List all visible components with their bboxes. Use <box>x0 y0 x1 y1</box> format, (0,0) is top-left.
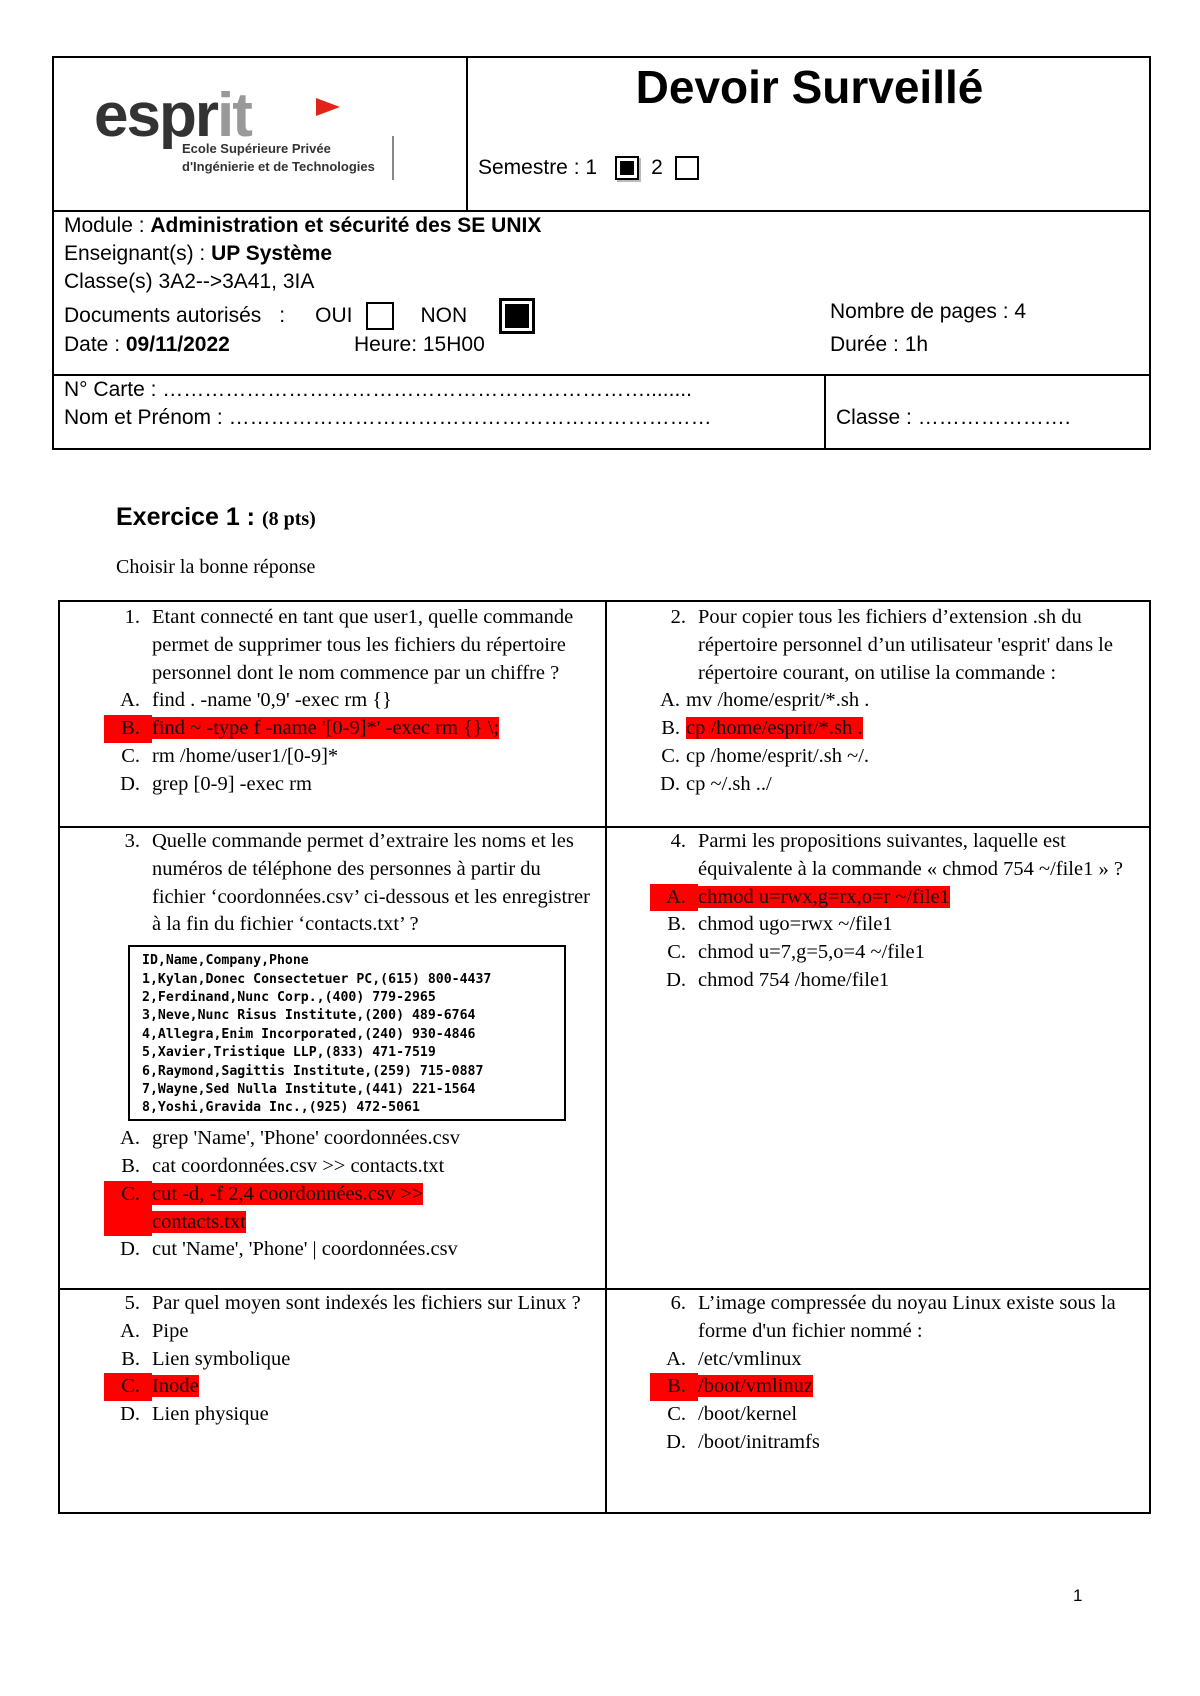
column-divider <box>605 602 607 1512</box>
classe-field[interactable]: Classe : …………………. <box>836 406 1071 429</box>
enseignant-line: Enseignant(s) : UP Système <box>64 242 333 265</box>
option-b[interactable]: B. Lien symbolique <box>121 1347 291 1370</box>
option-b-correct[interactable]: B. /boot/vmlinuz <box>650 1373 1144 1401</box>
option-c[interactable]: C. /boot/kernel <box>667 1403 798 1426</box>
exercise-points: (8 pts) <box>261 508 316 530</box>
option-b[interactable]: B. chmod ugo=rwx ~/file1 <box>667 913 893 936</box>
option-a-correct[interactable]: A. chmod u=rwx,g=rx,o=r ~/file1 <box>650 884 1144 912</box>
csv-sample-box: ID,Name,Company,Phone 1,Kylan,Donec Consectetuer PC,(615) 800-4437 2,Ferdinand,Nunc Corp.,(400) 779-2965 3,Neve,Nunc Risus Institute,(200) 489-6764 4,Allegra,Enim Incorporated,(240) 930-4846 5,Xavier,Tristique LLP,(833) 471-7519 6,Raymond,Sagittis Institute,(259) 715-0887 7,Wayne,Sed Nulla Institute,(441) 221-1564 8,Yoshi,Gravida Inc.,(925) 472-5061 <box>128 945 566 1121</box>
question-text: Quelle commande permet d’extraire les noms et les numéros de téléphone des personnes à partir du fichier ‘coordonnées.csv’ ci-dessous et les enregistrer à la fin du fichier ‘contacts.txt’ ? <box>152 830 590 936</box>
exam-title: Devoir Surveillé <box>635 61 984 113</box>
exercise-title: Exercice 1 : (8 pts) <box>116 503 316 531</box>
module-value: Administration et sécurité des SE UNIX <box>150 214 542 237</box>
option-a[interactable]: A. find . -name '0,9' -exec rm {} <box>120 689 392 712</box>
carte-field[interactable]: N° Carte : ……………………………………………………………........ <box>64 378 692 401</box>
option-b-correct[interactable]: B. cp /home/esprit/*.sh . <box>661 717 863 740</box>
questions-table <box>58 600 1151 1514</box>
question-text: Parmi les propositions suivantes, laquelle est équivalente à la commande « chmod 754 ~/file1 » ? <box>698 830 1123 880</box>
enseignant-value: UP Système <box>211 242 333 265</box>
question-3: 3. Quelle commande permet d’extraire les noms et les numéros de téléphone des personnes à partir du fichier ‘coordonnées.csv’ ci-dessous et les enregistrer à la fin du fichier ‘contacts.txt’ ? ID,Name,Company,Phone 1,Kylan,Donec Consectetuer PC,(615) 800-4437 2,Ferdinand,Nunc Corp.,(400) 779-2965 3,Neve,Nunc Risus Institute,(200) 489-6764 4,Allegra,Enim Incorporated,(240) 930-4846 5,Xavier,Tristique LLP,(833) 471-7519 6,Raymond,Sagittis Institute,(259) 715-0887 7,Wayne,Sed Nulla Institute,(441) 221-1564 8,Yoshi,Gravida Inc.,(925) 472-5061 A. grep 'Name', 'Phone' coordonnées.csv B. cat coordonnées.csv >> contacts.txt C. cut -d, -f 2,4 coordonnées.csv >> contacts.txt D. cut 'Name', 'Phone' | coordonnées.csv <box>104 828 594 1264</box>
oui-checkbox[interactable] <box>366 302 394 330</box>
question-1: 1. Etant connecté en tant que user1, quelle commande permet de supprimer tous les fichiers du répertoire personnel dont le nom commence par un chiffre ? A. find . -name '0,9' -exec rm {} B. find ~ -type f -name '[0-9]*' -exec rm {} \; C. rm /home/user1/[0-9]* D. grep [0-9] -exec rm <box>104 604 594 799</box>
pages-count: Nombre de pages : 4 <box>830 300 1027 323</box>
option-a[interactable]: A. grep 'Name', 'Phone' coordonnées.csv <box>120 1127 460 1150</box>
logo-divider <box>392 136 394 180</box>
header-top-row <box>54 58 1149 212</box>
option-b-correct[interactable]: B. find ~ -type f -name '[0-9]*' -exec rm {} \; <box>104 715 594 743</box>
classes-line: Classe(s) 3A2-->3A41, 3IA <box>64 270 315 293</box>
nom-field[interactable]: Nom et Prénom : …………………………………………………………… <box>64 406 712 429</box>
semestre-field <box>478 156 699 180</box>
option-c[interactable]: C. rm /home/user1/[0-9]* <box>121 744 339 767</box>
option-b[interactable]: B. cat coordonnées.csv >> contacts.txt <box>121 1154 445 1177</box>
option-c[interactable]: C. chmod u=7,g=5,o=4 ~/file1 <box>667 941 925 964</box>
option-d[interactable]: D. cut 'Name', 'Phone' | coordonnées.csv <box>120 1238 458 1261</box>
question-text: Pour copier tous les fichiers d’extension .sh du répertoire personnel d’un utilisateur 'esprit' dans le répertoire courant, on utilise la commande : <box>698 606 1113 684</box>
option-c-correct[interactable]: C. Inode <box>104 1373 594 1401</box>
oui-label: OUI <box>315 304 353 327</box>
date-line: Date : 09/11/2022 <box>64 333 230 356</box>
exercise-instruction: Choisir la bonne réponse <box>116 556 316 578</box>
option-d[interactable]: D. Lien physique <box>120 1403 269 1426</box>
question-text: L’image compressée du noyau Linux existe sous la forme d'un fichier nommé : <box>698 1292 1116 1342</box>
question-6: 6. L’image compressée du noyau Linux existe sous la forme d'un fichier nommé : A. /etc/vmlinux B. /boot/vmlinuz C. /boot/kernel D. /boot/initramfs <box>650 1290 1144 1457</box>
option-a[interactable]: A. /etc/vmlinux <box>666 1347 802 1370</box>
semestre-1-checkbox[interactable] <box>615 156 639 180</box>
question-text: Par quel moyen sont indexés les fichiers sur Linux ? <box>152 1292 581 1314</box>
semestre-2-label: 2 <box>651 156 663 179</box>
semestre-label: Semestre : 1 <box>478 156 598 179</box>
heure-line: Heure: 15H00 <box>354 333 485 356</box>
question-text: Etant connecté en tant que user1, quelle commande permet de supprimer tous les fichiers du répertoire personnel dont le nom commence par un chiffre ? <box>152 606 574 684</box>
option-c[interactable]: C. cp /home/esprit/.sh ~/. <box>661 744 870 767</box>
option-d[interactable]: D. grep [0-9] -exec rm <box>120 772 312 795</box>
option-a[interactable]: A. mv /home/esprit/*.sh . <box>660 689 870 712</box>
option-c-correct[interactable]: C. cut -d, -f 2,4 coordonnées.csv >> contacts.txt <box>104 1181 594 1237</box>
logo-subtitle: Ecole Supérieure Privée d'Ingénierie et de Technologies <box>182 141 375 174</box>
logo-flag-icon <box>316 98 340 116</box>
option-a[interactable]: A. Pipe <box>120 1319 189 1342</box>
student-divider <box>824 376 826 450</box>
option-d[interactable]: D. cp ~/.sh ../ <box>660 772 772 795</box>
logo-wordmark: esprit <box>94 81 251 150</box>
option-d[interactable]: D. /boot/initramfs <box>666 1430 820 1453</box>
question-4: 4. Parmi les propositions suivantes, laquelle est équivalente à la commande « chmod 754 ~/file1 » ? A. chmod u=rwx,g=rx,o=r ~/file1 B. chmod ugo=rwx ~/file1 C. chmod u=7,g=5,o=4 ~/file1 D. chmod 754 /home/file1 <box>650 828 1144 995</box>
semestre-2-checkbox[interactable] <box>675 156 699 180</box>
duree-line: Durée : 1h <box>830 333 929 356</box>
student-info <box>54 376 1149 450</box>
documents-line: Documents autorisés : OUI NON <box>64 298 535 334</box>
non-label: NON <box>420 304 468 327</box>
exam-header <box>52 56 1151 450</box>
logo-cell <box>54 58 468 210</box>
non-checkbox[interactable] <box>499 298 535 334</box>
date-value: 09/11/2022 <box>125 333 230 356</box>
question-2: 2. Pour copier tous les fichiers d’extension .sh du répertoire personnel d’un utilisateur 'esprit' dans le répertoire courant, on utilise la commande : A. mv /home/esprit/*.sh . B. cp /home/esprit/*.sh . C. cp /home/esprit/.sh ~/. D. cp ~/.sh ../ <box>650 604 1144 799</box>
page-number: 1 <box>1073 1586 1083 1605</box>
question-5: 5. Par quel moyen sont indexés les fichiers sur Linux ? A. Pipe B. Lien symbolique C. Inode D. Lien physique <box>104 1290 594 1429</box>
option-d[interactable]: D. chmod 754 /home/file1 <box>666 968 890 991</box>
module-info <box>54 210 1149 376</box>
module-line: Module : Administration et sécurité des SE UNIX <box>64 214 542 237</box>
